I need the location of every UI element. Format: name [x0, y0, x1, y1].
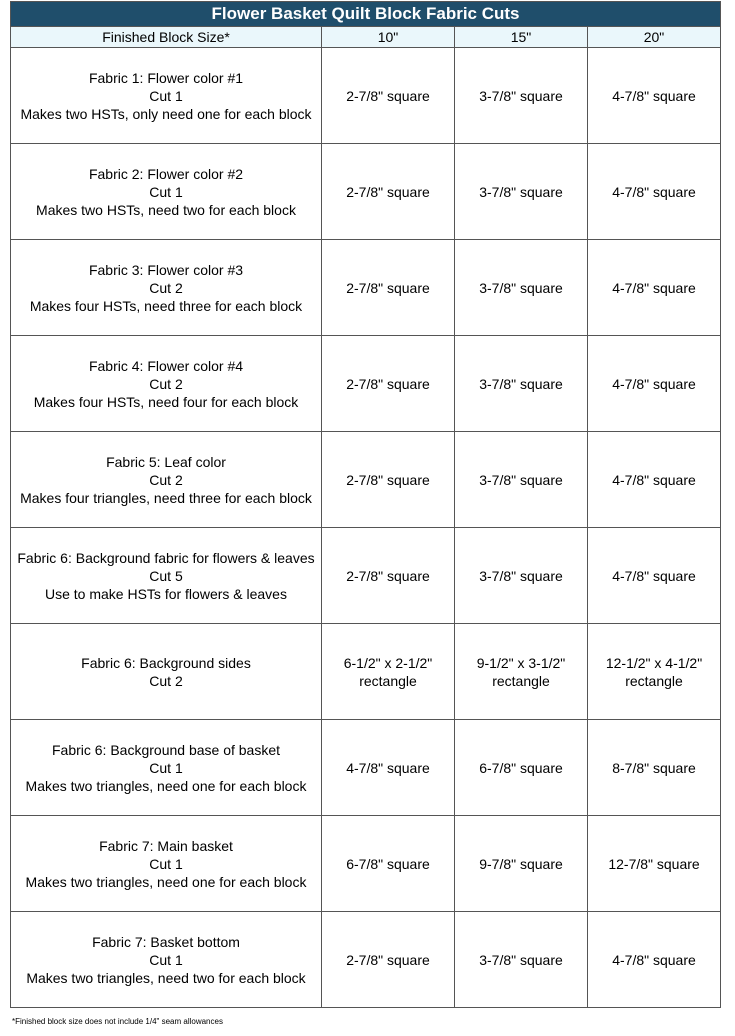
fabric-description-line: Fabric 7: Basket bottom [92, 933, 240, 950]
table-row [11, 816, 721, 912]
fabric-description-line: Cut 2 [149, 375, 183, 392]
fabric-description [11, 240, 322, 336]
cut-size-cell: 6-7/8" square [455, 720, 588, 816]
fabric-description-line: Fabric 1: Flower color #1 [88, 69, 244, 86]
table-row [11, 336, 721, 432]
fabric-description [11, 816, 322, 912]
fabric-description-line: Makes four HSTs, need four for each block [33, 393, 299, 410]
fabric-description-line: Cut 2 [149, 672, 183, 689]
fabric-description-line: Makes four triangles, need three for each block [20, 489, 312, 506]
cut-size-cell: 3-7/8" square [455, 144, 588, 240]
fabric-description [11, 624, 322, 720]
fabric-description-line: Makes two HSTs, need two for each block [36, 201, 296, 218]
table-row [11, 432, 721, 528]
cut-size-cell: 4-7/8" square [588, 336, 721, 432]
table-row [11, 48, 721, 144]
fabric-description-line: Fabric 7: Main basket [99, 837, 233, 854]
cut-size-cell: 9-7/8" square [455, 816, 588, 912]
fabric-description-line: Makes two HSTs, only need one for each block [20, 105, 312, 122]
table-row [11, 720, 721, 816]
table-title: Flower Basket Quilt Block Fabric Cuts [11, 2, 721, 27]
cut-size-cell: 3-7/8" square [455, 432, 588, 528]
cut-size-cell: 2-7/8" square [322, 912, 455, 1008]
cut-size-cell: 4-7/8" square [588, 432, 721, 528]
fabric-description-line: Fabric 5: Leaf color [106, 453, 226, 470]
table-row [11, 528, 721, 624]
cut-size-cell: 12-1/2" x 4-1/2" rectangle [588, 624, 721, 720]
fabric-description-line: Cut 2 [149, 471, 183, 488]
fabric-cuts-table [10, 1, 721, 1008]
fabric-description-line: Fabric 6: Background fabric for flowers & leaves [17, 549, 315, 566]
fabric-description-line: Makes two triangles, need two for each block [26, 969, 306, 986]
cut-size-cell: 12-7/8" square [588, 816, 721, 912]
cut-size-cell: 8-7/8" square [588, 720, 721, 816]
fabric-description-line: Makes four HSTs, need three for each block [29, 297, 303, 314]
fabric-description-line: Makes two triangles, need one for each block [25, 777, 307, 794]
cut-size-cell: 2-7/8" square [322, 336, 455, 432]
cut-size-cell: 2-7/8" square [322, 144, 455, 240]
cut-size-cell: 2-7/8" square [322, 432, 455, 528]
cut-size-cell: 6-1/2" x 2-1/2" rectangle [322, 624, 455, 720]
header-row [11, 27, 721, 48]
fabric-description [11, 144, 322, 240]
fabric-description-line: Use to make HSTs for flowers & leaves [45, 585, 287, 602]
fabric-description-line: Cut 1 [149, 759, 183, 776]
header-size-20: 20" [588, 27, 721, 48]
fabric-description [11, 528, 322, 624]
cut-size-cell: 2-7/8" square [322, 48, 455, 144]
cut-size-cell: 4-7/8" square [588, 144, 721, 240]
cut-size-cell: 6-7/8" square [322, 816, 455, 912]
table-row [11, 624, 721, 720]
cut-size-cell: 4-7/8" square [588, 240, 721, 336]
fabric-description [11, 720, 322, 816]
cut-size-cell: 9-1/2" x 3-1/2" rectangle [455, 624, 588, 720]
cut-size-cell: 3-7/8" square [455, 48, 588, 144]
table-row [11, 912, 721, 1008]
fabric-description [11, 912, 322, 1008]
cut-size-cell: 2-7/8" square [322, 528, 455, 624]
fabric-description-line: Fabric 2: Flower color #2 [88, 165, 244, 182]
cut-size-cell: 3-7/8" square [455, 912, 588, 1008]
fabric-description [11, 432, 322, 528]
cut-size-cell: 4-7/8" square [322, 720, 455, 816]
cut-size-cell: 2-7/8" square [322, 240, 455, 336]
footnote: *Finished block size does not include 1/4" seam allowances [12, 1017, 223, 1026]
header-size-15: 15" [455, 27, 588, 48]
fabric-description [11, 336, 322, 432]
fabric-description-line: Cut 1 [149, 87, 183, 104]
table-row [11, 144, 721, 240]
cut-size-cell: 3-7/8" square [455, 336, 588, 432]
cut-size-cell: 4-7/8" square [588, 48, 721, 144]
fabric-description-line: Makes two triangles, need one for each block [25, 873, 307, 890]
fabric-description-line: Cut 5 [149, 567, 183, 584]
fabric-description-line: Fabric 4: Flower color #4 [88, 357, 244, 374]
fabric-description [11, 48, 322, 144]
header-block-size-label: Finished Block Size* [11, 27, 322, 48]
fabric-description-line: Fabric 6: Background sides [81, 654, 251, 671]
header-size-10: 10" [322, 27, 455, 48]
cut-size-cell: 3-7/8" square [455, 240, 588, 336]
fabric-description-line: Fabric 6: Background base of basket [51, 741, 281, 758]
cut-size-cell: 4-7/8" square [588, 912, 721, 1008]
fabric-description-line: Cut 2 [149, 279, 183, 296]
table-row [11, 240, 721, 336]
fabric-description-line: Cut 1 [149, 855, 183, 872]
cut-size-cell: 4-7/8" square [588, 528, 721, 624]
cut-size-cell: 3-7/8" square [455, 528, 588, 624]
fabric-description-line: Cut 1 [149, 951, 183, 968]
fabric-description-line: Cut 1 [149, 183, 183, 200]
fabric-description-line: Fabric 3: Flower color #3 [88, 261, 244, 278]
